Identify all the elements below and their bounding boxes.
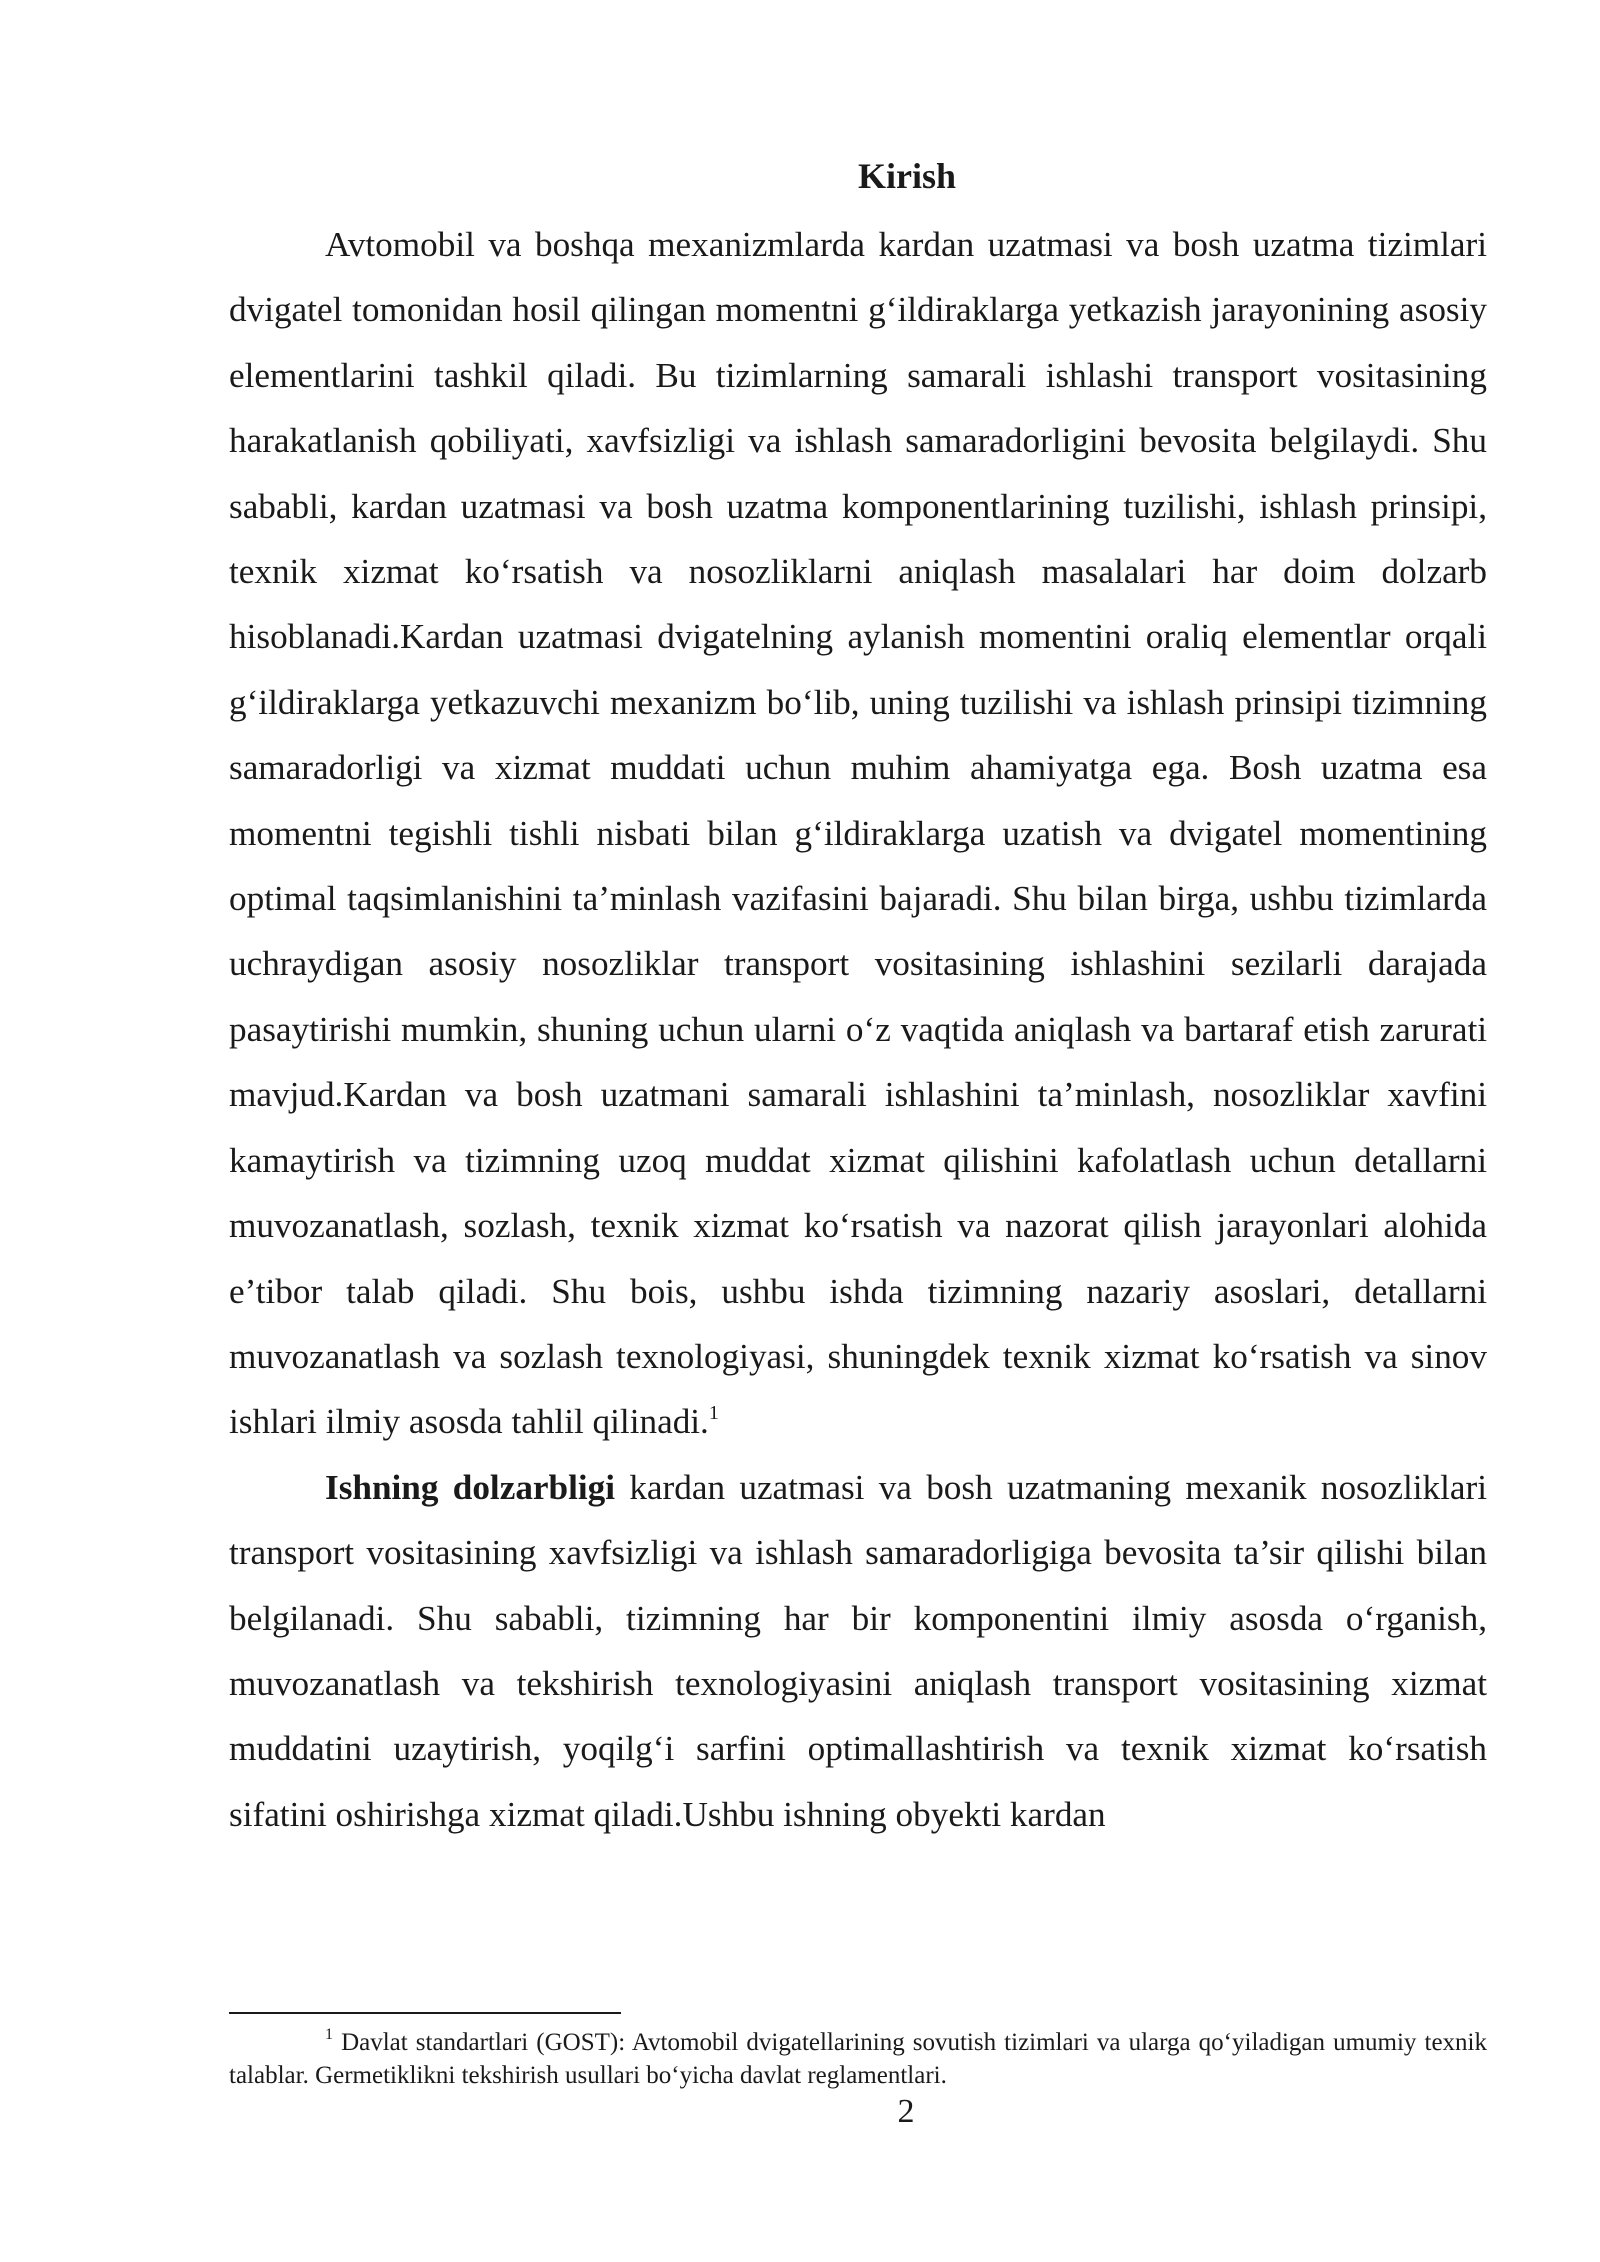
page-number: 2 — [897, 2093, 915, 2130]
relevance-paragraph — [229, 1455, 1487, 1847]
section-heading: Kirish — [857, 156, 956, 196]
footnote-text: Davlat standartlari (GOST): Avtomobil dvigatellarining sovutish tizimlari va ularga qo‘yiladigan umumiy texnik talablar. Germetiklikni tekshirish usullari bo‘yicha davlat reglamentlari. — [229, 2029, 1487, 2089]
footnote-separator — [229, 2012, 621, 2014]
footnote-number: 1 — [325, 2025, 333, 2043]
intro-paragraph — [229, 212, 1487, 1455]
footnote — [229, 2026, 1487, 2092]
main-content — [229, 148, 1487, 1847]
footnote-reference[interactable]: 1 — [708, 1401, 719, 1424]
relevance-text: kardan uzatmasi va bosh uzatmaning mexanik nosozliklari transport vositasining xavfsizligi va ishlash samaradorligiga bevosita ta’sir qilishi bilan belgilanadi. Shu sababli, tizimning har bir komponentini ilmiy asosda o‘rganish, muvozanatlash va tekshirish texnologiyasini aniqlash transport vositasining xizmat muddatini uzaytirish, yoqilg‘i sarfini optimallashtirish va texnik xizmat ko‘rsatish sifatini oshirishga xizmat qiladi.Ushbu ishning obyekti kardan — [229, 1467, 1487, 1834]
relevance-bold-lead: Ishning dolzarbligi — [325, 1467, 616, 1507]
intro-text: Avtomobil va boshqa mexanizmlarda kardan uzatmasi va bosh uzatma tizimlari dvigatel tomonidan hosil qilingan momentni g‘ildiraklarga yetkazish jarayonining asosiy elementlarini tashkil qiladi. Bu tizimlarning samarali ishlashi transport vositasining harakatlanish qobiliyati, xavfsizligi va ishlash samaradorligini bevosita belgilaydi. Shu sababli, kardan uzatmasi va bosh uzatma komponentlarining tuzilishi, ishlash prinsipi, texnik xizmat ko‘rsatish va nosozliklarni aniqlash masalalari har doim dolzarb hisoblanadi.Kardan uzatmasi dvigatelning aylanish momentini oraliq elementlar orqali g‘ildiraklarga yetkazuvchi mexanizm bo‘lib, uning tuzilishi va ishlash prinsipi tizimning samaradorligi va xizmat muddati uchun muhim ahamiyatga ega. Bosh uzatma esa momentni tegishli tishli nisbati bilan g‘ildiraklarga uzatish va dvigatel momentining optimal taqsimlanishini ta’minlash vazifasini bajaradi. Shu bilan birga, ushbu tizimlarda uchraydigan asosiy nosozliklar transport vositasining ishlashini sezilarli darajada pasaytirishi mumkin, shuning uchun ularni o‘z vaqtida aniqlash va bartaraf etish zarurati mavjud.Kardan va bosh uzatmani samarali ishlashini ta’minlash, nosozliklar xavfini kamaytirish va tizimning uzoq muddat xizmat qilishini kafolatlash uchun detallarni muvozanatlash, sozlash, texnik xizmat ko‘rsatish va nazorat qilish jarayonlari alohida e’tibor talab qiladi. Shu bois, ushbu ishda tizimning nazariy asoslari, detallarni muvozanatlash va sozlash texnologiyasi, shuningdek texnik xizmat ko‘rsatish va sinov ishlari ilmiy asosda tahlil qilinadi. — [229, 225, 1487, 1442]
